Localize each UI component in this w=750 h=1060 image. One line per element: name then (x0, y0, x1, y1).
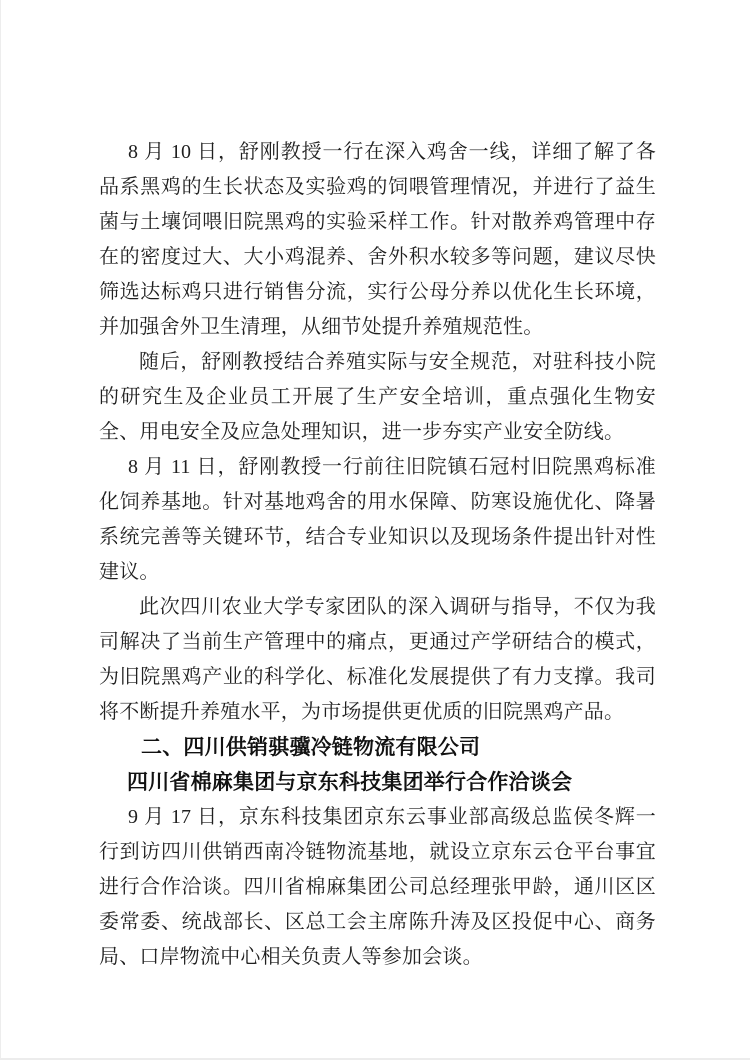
paragraph-aug11-base-visit: 8 月 11 日，舒刚教授一行前往旧院镇石冠村旧院黑鸡标准化饲养基地。针对基地鸡舍的用水保障、防寒设施优化、降暑系统完善等关键环节，结合专业知识以及现场条件提出针对性建议。 (99, 456, 656, 583)
paragraph-aug10-inspection: 8 月 10 日，舒刚教授一行在深入鸡舍一线，详细了解了各品系黑鸡的生长状态及实验鸡的饲喂管理情况，并进行了益生菌与土壤饲喂旧院黑鸡的实验采样工作。针对散养鸡管理中存在的密度过大、大小鸡混养、舍外积水较多等问题，建议尽快筛选达标鸡只进行销售分流，实行公母分养以优化生长环境，并加强舍外卫生清理，从细节处提升养殖规范性。 (99, 141, 656, 338)
subsection-heading-jd-cooperation: 四川省棉麻集团与京东科技集团举行合作洽谈会 (127, 770, 573, 794)
section-heading-qiji-cold-chain: 二、四川供销骐骥冷链物流有限公司 (141, 736, 481, 759)
paragraph-safety-training: 随后，舒刚教授结合养殖实际与安全规范，对驻科技小院的研究生及企业员工开展了生产安全培训，重点强化生物安全、用电安全及应急处理知识，进一步夯实产业安全防线。 (99, 351, 656, 443)
page-content (99, 135, 656, 975)
paragraph-sep17-meeting: 9 月 17 日，京东科技集团京东云事业部高级总监侯冬辉一行到访四川供销西南冷链物流基地，就设立京东云仓平台事宜进行合作洽谈。四川省棉麻集团公司总经理张甲龄，通川区区委常委、统战部长、区总工会主席陈升涛及区投促中心、商务局、口岸物流中心相关负责人等参加会谈。 (99, 806, 656, 968)
paragraph-summary: 此次四川农业大学专家团队的深入调研与指导，不仅为我司解决了当前生产管理中的痛点，更通过产学研结合的模式，为旧院黑鸡产业的科学化、标准化发展提供了有力支撑。我司将不断提升养殖水平，为市场提供更优质的旧院黑鸡产品。 (99, 596, 656, 723)
